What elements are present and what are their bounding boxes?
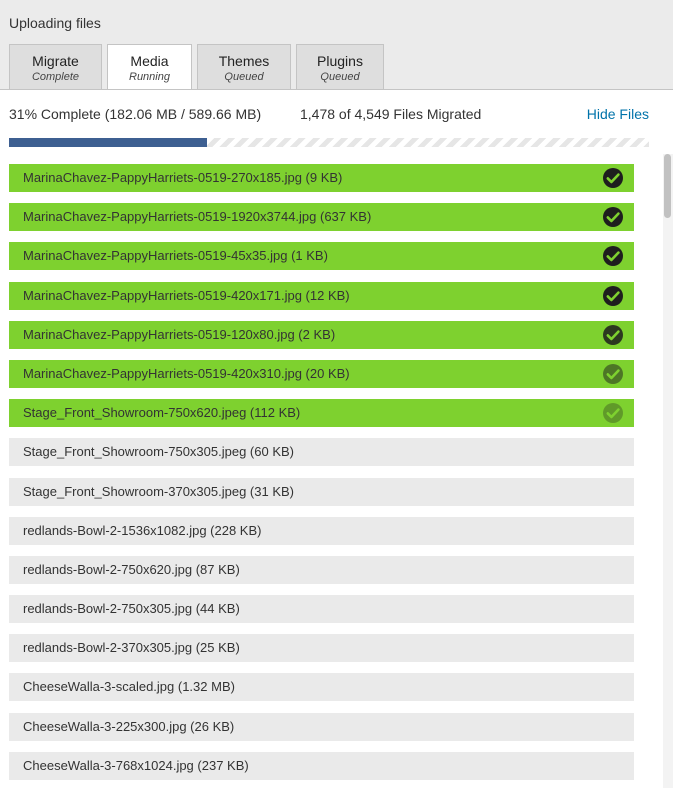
- file-name: redlands-Bowl-2-750x620.jpg (87 KB): [23, 561, 240, 577]
- file-row: [9, 752, 634, 780]
- migration-tabs: [9, 44, 389, 89]
- scrollbar[interactable]: [663, 154, 673, 788]
- tab-migrate-status: Complete: [31, 71, 80, 83]
- file-name: MarinaChavez-PappyHarriets-0519-270x185.jpg (9 KB): [23, 170, 343, 185]
- media-panel: [0, 89, 673, 788]
- file-list: [9, 164, 634, 788]
- tab-migrate-label: Migrate: [32, 53, 79, 69]
- file-row: [9, 203, 634, 231]
- file-name: Stage_Front_Showroom-750x305.jpeg (60 KB): [23, 444, 294, 460]
- tab-media[interactable]: [107, 44, 192, 90]
- tab-themes[interactable]: [197, 44, 291, 89]
- tab-themes-label: Themes: [218, 53, 270, 69]
- file-name: redlands-Bowl-2-750x305.jpg (44 KB): [23, 601, 240, 617]
- file-name: CheeseWalla-3-scaled.jpg (1.32 MB): [23, 679, 235, 695]
- tab-plugins[interactable]: [296, 44, 384, 89]
- file-row: [9, 164, 634, 192]
- file-row: [9, 438, 634, 466]
- hide-files-link[interactable]: Hide Files: [586, 106, 649, 122]
- scrollbar-thumb[interactable]: [664, 154, 671, 218]
- checkmark-icon: [602, 402, 624, 424]
- tab-media-status: Running: [129, 71, 170, 83]
- file-row: [9, 673, 634, 701]
- file-name: CheeseWalla-3-768x1024.jpg (237 KB): [23, 757, 249, 773]
- file-row: [9, 595, 634, 623]
- file-name: MarinaChavez-PappyHarriets-0519-45x35.jpg (1 KB): [23, 248, 328, 264]
- file-name: MarinaChavez-PappyHarriets-0519-120x80.jpg (2 KB): [23, 326, 336, 342]
- file-row: [9, 399, 634, 427]
- file-row: [9, 242, 634, 270]
- dialog-title: Uploading files: [9, 15, 101, 31]
- checkmark-icon: [602, 167, 624, 189]
- file-name: redlands-Bowl-2-370x305.jpg (25 KB): [23, 640, 240, 656]
- tab-migrate[interactable]: [9, 44, 102, 89]
- checkmark-icon: [602, 245, 624, 267]
- checkmark-icon: [602, 324, 624, 346]
- checkmark-icon: [602, 206, 624, 228]
- file-name: MarinaChavez-PappyHarriets-0519-420x171.jpg (12 KB): [23, 287, 350, 303]
- files-migrated-text: 1,478 of 4,549 Files Migrated: [300, 106, 482, 122]
- file-row: [9, 360, 634, 388]
- tab-themes-status: Queued: [224, 71, 264, 83]
- file-row: [9, 282, 634, 310]
- file-name: MarinaChavez-PappyHarriets-0519-420x310.jpg (20 KB): [23, 365, 350, 381]
- file-row: [9, 556, 634, 584]
- file-row: [9, 517, 634, 545]
- file-name: Stage_Front_Showroom-750x620.jpeg (112 KB): [23, 405, 301, 421]
- checkmark-icon: [602, 285, 624, 307]
- file-name: MarinaChavez-PappyHarriets-0519-1920x3744.jpg (637 KB): [23, 209, 372, 225]
- file-row: [9, 634, 634, 662]
- tab-plugins-label: Plugins: [317, 53, 363, 69]
- file-row: [9, 713, 634, 741]
- progress-stats: [9, 106, 649, 124]
- progress-bar-fill: [9, 138, 207, 147]
- file-name: Stage_Front_Showroom-370x305.jpeg (31 KB): [23, 483, 294, 499]
- file-list-container[interactable]: [0, 154, 673, 788]
- percent-complete-text: 31% Complete (182.06 MB / 589.66 MB): [9, 106, 262, 122]
- file-name: CheeseWalla-3-225x300.jpg (26 KB): [23, 718, 235, 734]
- tab-media-label: Media: [130, 53, 169, 69]
- checkmark-icon: [602, 363, 624, 385]
- file-row: [9, 321, 634, 349]
- progress-bar: [9, 138, 649, 147]
- file-name: redlands-Bowl-2-1536x1082.jpg (228 KB): [23, 522, 262, 538]
- tab-plugins-status: Queued: [320, 71, 360, 83]
- file-row: [9, 478, 634, 506]
